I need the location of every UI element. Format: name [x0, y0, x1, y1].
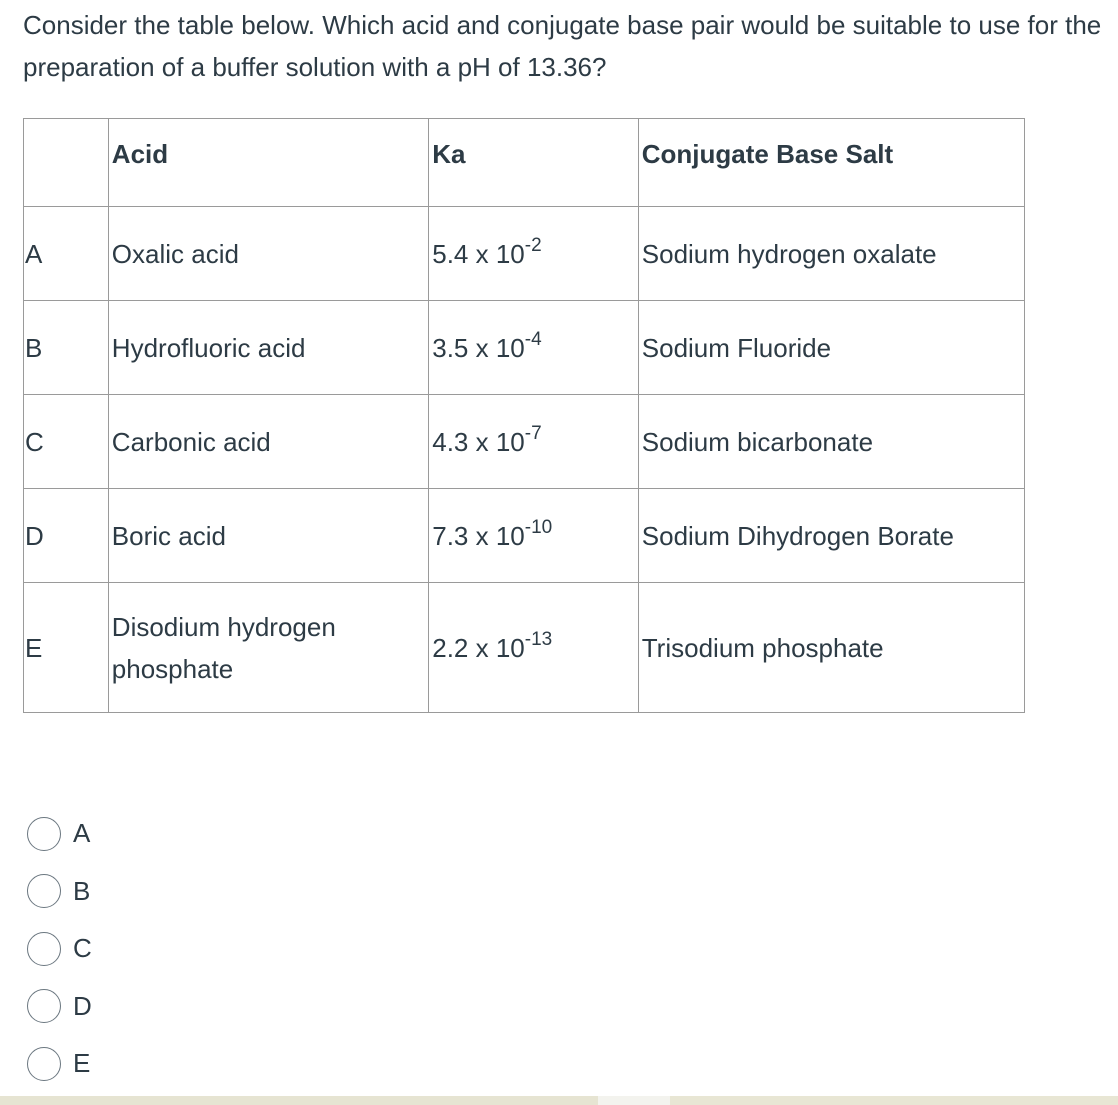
- ka-value: 5.4 x $10^{-2}$: [429, 207, 639, 301]
- salt-name: Sodium Fluoride: [638, 301, 1024, 395]
- acid-name: Hydrofluoric acid: [108, 301, 428, 395]
- option-label: C: [73, 933, 92, 964]
- header-acid: Acid: [108, 119, 428, 207]
- table-row: [24, 301, 1025, 395]
- bar-segment: [670, 1096, 1118, 1105]
- option-c[interactable]: [27, 920, 92, 978]
- acid-name: Oxalic acid: [108, 207, 428, 301]
- table-row: [24, 395, 1025, 489]
- option-label: B: [73, 875, 91, 906]
- question-text: Consider the table below. Which acid and conjugate base pair would be suitable to use for the preparation of a buffer solution with a pH of 13.36?: [23, 10, 1102, 82]
- table-header-row: [24, 119, 1025, 207]
- option-label: A: [73, 818, 91, 849]
- answer-options: [27, 805, 92, 1093]
- acid-name: Boric acid: [108, 489, 428, 583]
- radio-button[interactable]: [27, 874, 61, 908]
- option-label: D: [73, 990, 92, 1021]
- option-label: E: [73, 1048, 91, 1079]
- bottom-divider-bar: [0, 1096, 1118, 1105]
- table-row: [24, 489, 1025, 583]
- salt-name: Sodium Dihydrogen Borate: [638, 489, 1024, 583]
- row-letter: A: [24, 207, 109, 301]
- ka-value: 3.5 x $10^{-4}$: [429, 301, 639, 395]
- radio-button[interactable]: [27, 817, 61, 851]
- salt-name: Sodium hydrogen oxalate: [638, 207, 1024, 301]
- header-letter: [24, 119, 109, 207]
- table-row: [24, 583, 1025, 713]
- row-letter: B: [24, 301, 109, 395]
- salt-name: Trisodium phosphate: [638, 583, 1024, 713]
- row-letter: D: [24, 489, 109, 583]
- option-b[interactable]: [27, 863, 92, 921]
- salt-name: Sodium bicarbonate: [638, 395, 1024, 489]
- option-d[interactable]: [27, 978, 92, 1036]
- bar-segment: [0, 1096, 598, 1105]
- row-letter: E: [24, 583, 109, 713]
- table-row: [24, 207, 1025, 301]
- bar-segment: [598, 1096, 670, 1105]
- acid-name: Carbonic acid: [108, 395, 428, 489]
- acid-ka-table: [23, 118, 1025, 713]
- header-conjugate-base-salt: Conjugate Base Salt: [638, 119, 1024, 207]
- ka-value: 4.3 x $10^{-7}$: [429, 395, 639, 489]
- option-e[interactable]: [27, 1035, 92, 1093]
- row-letter: C: [24, 395, 109, 489]
- acid-name: Disodium hydrogen phosphate: [108, 583, 428, 713]
- radio-button[interactable]: [27, 932, 61, 966]
- ka-value: 7.3 x $10^{-10}$: [429, 489, 639, 583]
- header-ka: Ka: [429, 119, 639, 207]
- radio-button[interactable]: [27, 1047, 61, 1081]
- ka-value: 2.2 x $10^{-13}$: [429, 583, 639, 713]
- option-a[interactable]: [27, 805, 92, 863]
- radio-button[interactable]: [27, 989, 61, 1023]
